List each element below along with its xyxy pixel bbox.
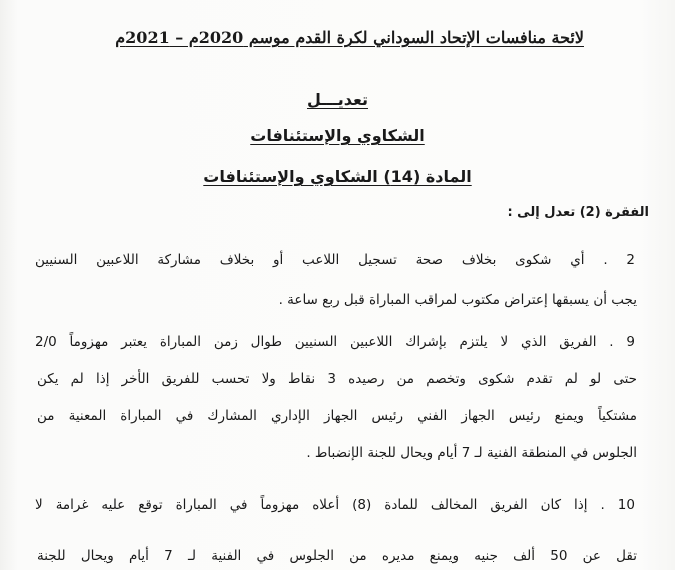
section-heading: الشكاوي والإستئنافات (250, 126, 425, 145)
clause-2-line-1: 2 . أي شكوى بخلاف صحة تسجيل اللاعب أو بخلاف مشاركة اللاعبين السنيين (35, 252, 635, 268)
paragraph-label: الفقرة (2) تعدل إلى : (507, 205, 649, 220)
article-heading: المادة (14) الشكاوي والإستئنافات (203, 167, 472, 186)
document-title: لائحة منافسات الإتحاد السوداني لكرة القدم موسم 2020م – 2021م (115, 28, 584, 47)
clause-9-line-3: مشتكياً ويمنع رئيس الجهاز الفني رئيس الجهاز الإداري المشارك في المباراة المعنية من (37, 408, 637, 424)
clause-2-line-2: يجب أن يسبقها إعتراض مكتوب لمراقب المباراة قبل ربع ساعة . (278, 292, 637, 308)
clause-9-line-2: حتى لو لم تقدم شكوى وتخصم من رصيده 3 نقاط ولا تحسب للفريق الأخر إذا لم يكن (37, 371, 637, 387)
amendment-heading: تعديـــل (307, 90, 368, 109)
clause-10-line-2: تقل عن 50 ألف جنيه ويمنع مديره من الجلوس في الفنية لـ 7 أيام ويحال للجنة (37, 548, 637, 564)
clause-9-line-4: الجلوس في المنطقة الفنية لـ 7 أيام ويحال للجنة الإنضباط . (306, 445, 637, 461)
clause-9-line-1: 9 . الفريق الذي لا يلتزم بإشراك اللاعبين السنيين طوال زمن المباراة يعتبر مهزوماً 2/0 (35, 334, 635, 350)
clause-10-line-1: 10 . إذا كان الفريق المخالف للمادة (8) أعلاه مهزوماً في المباراة توقع عليه غرامة لا (35, 497, 635, 513)
